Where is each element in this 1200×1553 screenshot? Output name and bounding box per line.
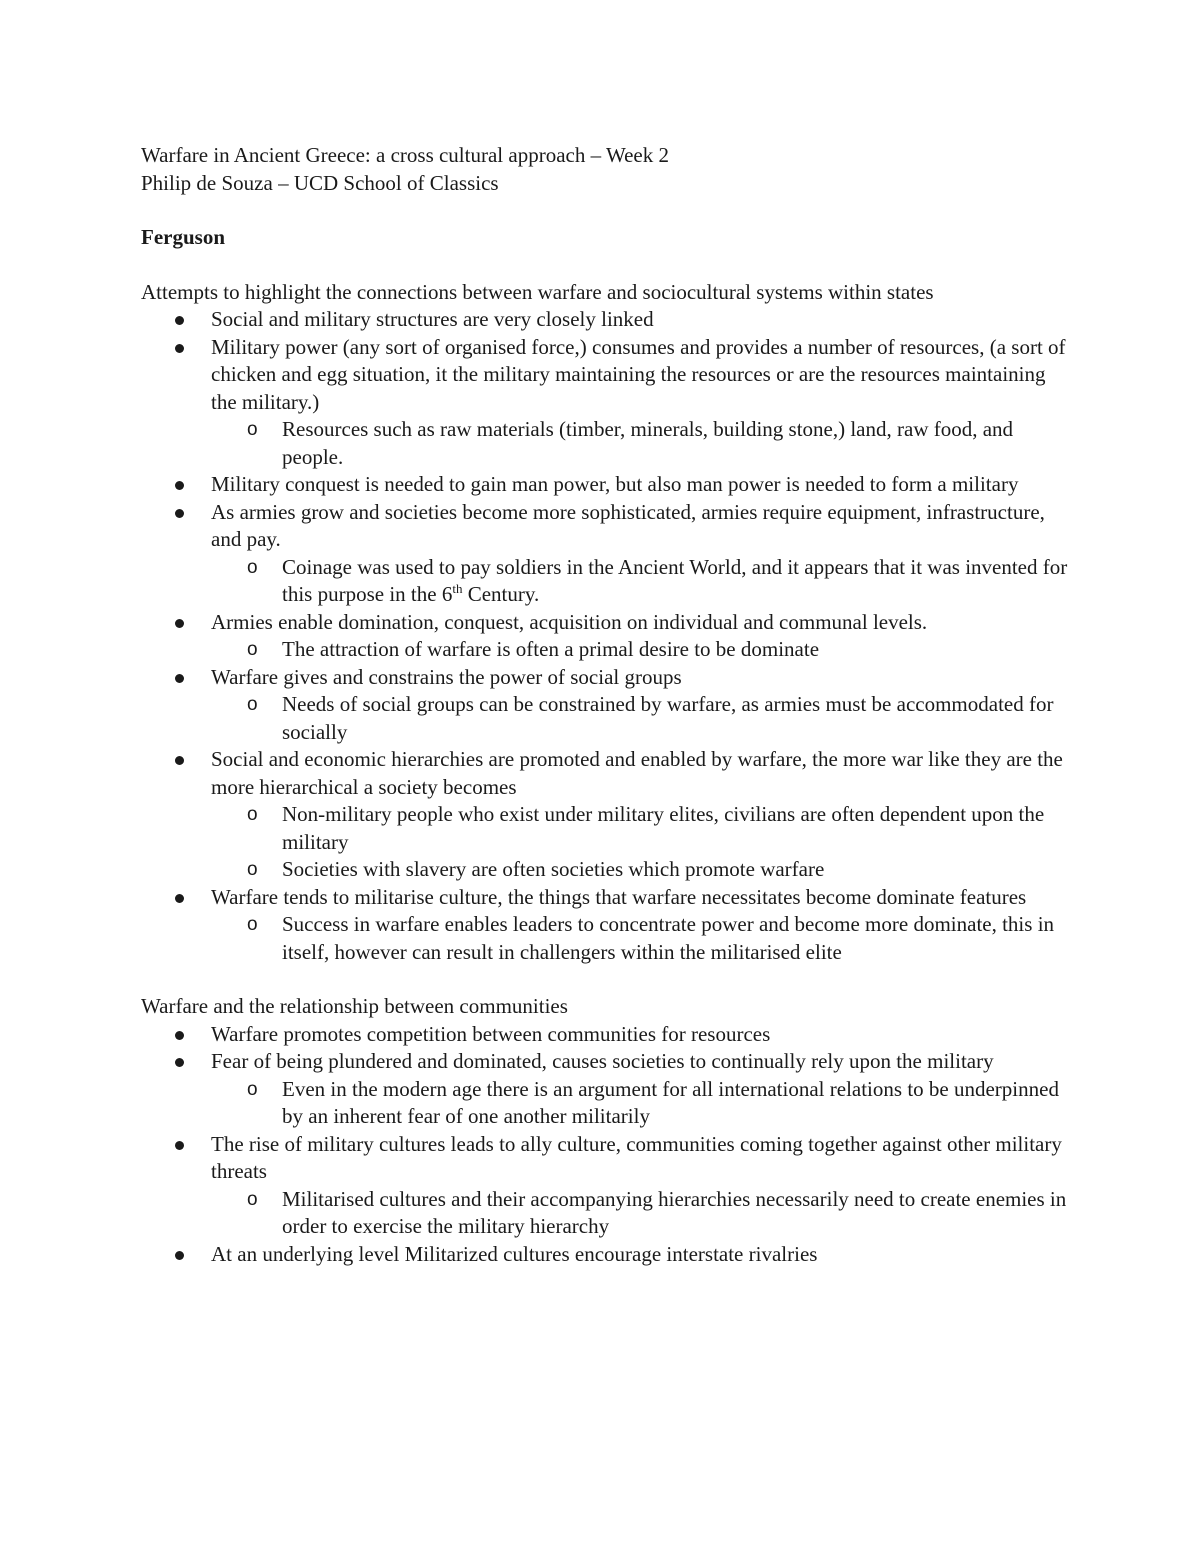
bullet-text: The rise of military cultures leads to ally culture, communities coming together against other military threats [211,1131,1062,1183]
bullet-text: At an underlying level Militarized cultures encourage interstate rivalries [211,1241,818,1266]
bullet-dot-icon [175,756,184,765]
sub-bullet-list [211,554,1071,609]
sub-bullet-item [211,1076,1071,1131]
sub-bullet-marker-icon: o [247,804,258,825]
sub-bullet-text: Societies with slavery are often societies which promote warfare [282,857,825,881]
bullet-item [141,609,1071,664]
section-heading-ferguson: Ferguson [141,225,225,249]
bullet-dot-icon [175,509,184,518]
bullet-text: Warfare gives and constrains the power of social groups [211,664,682,689]
section-spacer [141,966,1071,993]
bullet-text: As armies grow and societies become more sophisticated, armies require equipment, infrastructure, and pay. [211,499,1045,551]
bullet-item [141,1131,1071,1241]
sub-bullet-item [211,911,1071,966]
bullet-dot-icon [175,674,184,683]
bullet-text: Social and military structures are very closely linked [211,307,654,331]
bullet-text: Fear of being plundered and dominated, causes societies to continually rely upon the military [211,1049,994,1073]
sub-bullet-item [211,1186,1071,1241]
document-title: Warfare in Ancient Greece: a cross cultural approach – Week 2 [141,143,669,167]
bullet-dot-icon [175,1251,184,1260]
sub-bullet-list [211,1076,1071,1131]
sub-bullet-text: Militarised cultures and their accompanying hierarchies necessarily need to create enemies in order to exercise the military hierarchy [282,1186,1067,1238]
sub-bullet-list [211,636,1071,664]
bullet-dot-icon [175,894,184,903]
bullet-dot-icon [175,1141,184,1150]
bullet-item [141,306,1071,334]
bullet-text: Armies enable domination, conquest, acquisition on individual and communal levels. [211,609,928,634]
section2-intro: Warfare and the relationship between communities [141,994,568,1018]
bullet-dot-icon [175,481,184,490]
sub-bullet-list [211,801,1071,884]
sub-bullet-item [211,691,1071,746]
sub-bullet-text: Even in the modern age there is an argument for all international relations to be underpinned by an inherent fear of one another militarily [282,1076,1059,1128]
bullet-dot-icon [175,619,184,628]
bullet-item [141,471,1071,499]
sub-bullet-marker-icon: o [247,694,258,715]
sub-bullet-text: Needs of social groups can be constrained by warfare, as armies must be accommodated for socially [282,692,1054,744]
sub-bullet-marker-icon: o [247,914,258,935]
bullet-item [141,746,1071,884]
sub-bullet-list [211,691,1071,746]
bullet-dot-icon [175,1031,184,1040]
sub-bullet-marker-icon: o [247,859,258,880]
bullet-item [141,664,1071,747]
sub-bullet-text: Success in warfare enables leaders to concentrate power and become more dominate, this in itself, however can result in challengers within the militarised elite [282,912,1055,964]
document-author: Philip de Souza – UCD School of Classics [141,170,499,195]
bullet-item [141,884,1071,967]
section1-intro: Attempts to highlight the connections between warfare and sociocultural systems within states [141,279,934,304]
section2-bullet-list [141,1021,1071,1269]
sub-bullet-text: Resources such as raw materials (timber, minerals, building stone,) land, raw food, and people. [282,417,1014,469]
sub-bullet-text: Coinage was used to pay soldiers in the Ancient World, and it appears that it was invented for this purpose in the 6th Century. [282,554,1068,606]
sub-bullet-marker-icon: o [247,1188,258,1210]
bullet-text: Warfare promotes competition between communities for resources [211,1021,771,1046]
sub-bullet-text: The attraction of warfare is often a primal desire to be dominate [282,637,820,661]
bullet-text: Warfare tends to militarise culture, the things that warfare necessitates become dominate features [211,884,1027,909]
sub-bullet-item [211,801,1071,856]
sub-bullet-item [211,636,1071,664]
sub-bullet-marker-icon: o [247,1078,258,1100]
sub-bullet-list [211,416,1071,471]
sub-bullet-text: Non-military people who exist under military elites, civilians are often dependent upon the military [282,802,1045,854]
bullet-text: Military power (any sort of organised force,) consumes and provides a number of resources, (a sort of chicken and egg situation, it the military maintaining the resources or are the resources maintaining the military.) [211,334,1066,414]
sub-bullet-list [211,1186,1071,1241]
sub-bullet-marker-icon: o [247,556,258,578]
bullet-dot-icon [175,344,184,353]
bullet-dot-icon [175,1058,184,1067]
bullet-text: Military conquest is needed to gain man power, but also man power is needed to form a military [211,472,1019,496]
bullet-item [141,1241,1071,1269]
bullet-item [141,499,1071,609]
bullet-dot-icon [175,316,184,325]
sub-bullet-list [211,911,1071,966]
sub-bullet-item [211,856,1071,884]
bullet-text: Social and economic hierarchies are promoted and enabled by warfare, the more war like they are the more hierarchical a society becomes [211,747,1063,799]
sub-bullet-item [211,554,1071,609]
section1-bullet-list [141,306,1071,966]
bullet-item [141,334,1071,472]
bullet-item [141,1021,1071,1049]
document-page [141,142,1071,1268]
sub-bullet-item [211,416,1071,471]
sub-bullet-marker-icon: o [247,419,258,440]
sub-bullet-marker-icon: o [247,639,258,660]
bullet-item [141,1048,1071,1131]
